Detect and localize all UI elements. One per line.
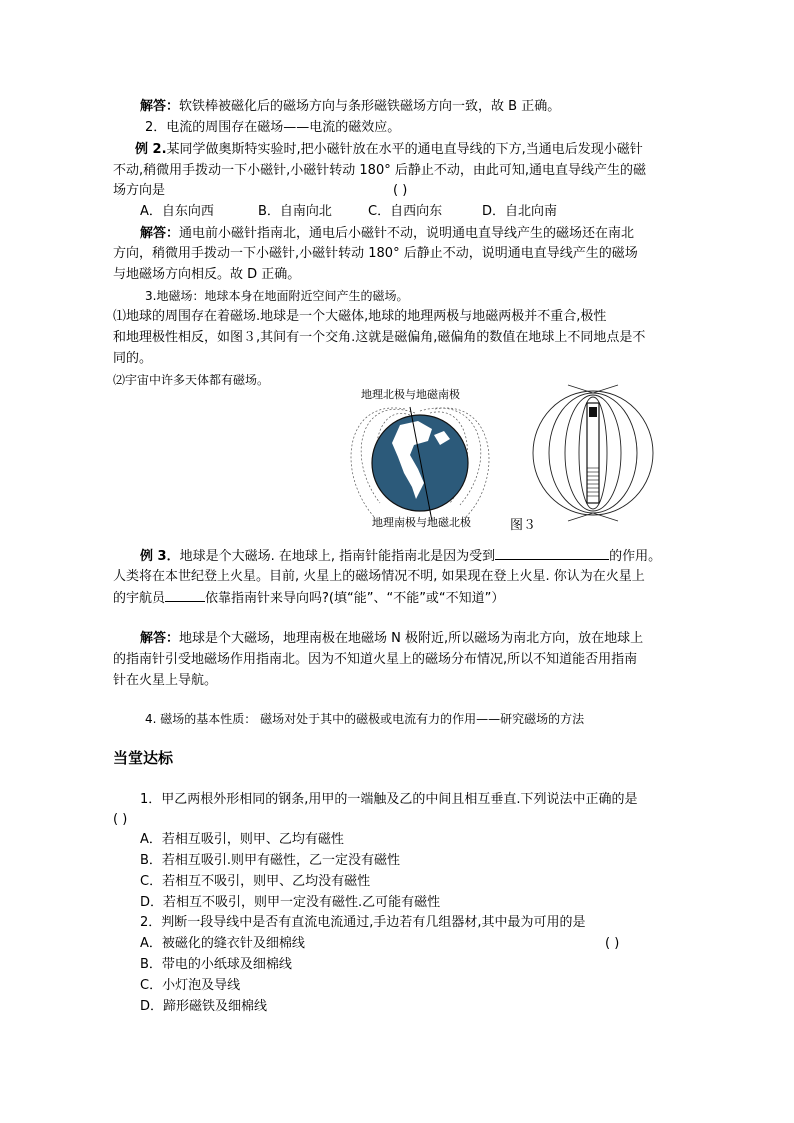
option-a: A．自东向西 — [140, 204, 214, 219]
fill-blank[interactable] — [165, 588, 205, 602]
option-text: A．被磁化的缝衣针及细棉线 — [140, 936, 305, 951]
figure-bottom-label: 地理南极与地磁北极 — [372, 516, 471, 529]
question-option: C．小灯泡及导线 — [140, 978, 241, 993]
answer-text: 软铁棒被磁化后的磁场方向与条形磁铁磁场方向一致，故 B 正确。 — [179, 99, 561, 114]
figure-number: 图３ — [510, 518, 537, 533]
bar-magnet-figure — [528, 383, 658, 523]
answer-line — [140, 97, 560, 117]
question-paren: ( ) — [113, 812, 128, 827]
example-3-line1 — [140, 546, 661, 567]
paragraph-line: 同的。 — [113, 351, 153, 366]
answer-paren: ( ) — [393, 183, 408, 198]
answer-line: 与地磁场方向相反。故 D 正确。 — [113, 267, 301, 282]
section-3-heading: 3.地磁场：地球本身在地面附近空间产生的磁场。 — [145, 289, 409, 303]
paragraph-line: 和地理极性相反，如图３,其间有一个交角.这就是磁偏角,磁偏角的数值在地球上不同地点是不 — [113, 330, 646, 345]
example-text: 的宇航员 — [113, 591, 166, 606]
option-c: C．自西向东 — [368, 204, 443, 219]
question-1: 1．甲乙两根外形相同的钢条,用甲的一端触及乙的中间且相互垂直.下列说法中正确的是 — [140, 792, 638, 807]
example-text: 某同学做奥斯特实验时,把小磁针放在水平的通电直导线的下方,当通电后发现小磁针 — [166, 142, 643, 157]
answer-label: 解答： — [140, 226, 180, 241]
example-text: 的作用。 — [609, 549, 662, 564]
example-text: 依靠指南针来导向吗?(填“能”、“不能”或“不知道”） — [205, 591, 505, 606]
answer-text: 通电前小磁针指南北，通电后小磁针不动，说明通电直导线产生的磁场还在南北 — [179, 226, 635, 241]
question-option: D．蹄形磁铁及细棉线 — [140, 999, 268, 1014]
question-2: 2．判断一段导线中是否有直流电流通过,手边若有几组器材,其中最为可用的是 — [140, 915, 586, 930]
options-line — [140, 202, 558, 222]
example-text: 场方向是 — [113, 183, 166, 198]
example-label: 例 2. — [135, 142, 167, 157]
example-2-line2: 不动,稍微用手拨动一下小磁针,小磁针转动 180° 后静止不动，由此可知,通电直导线产生的磁 — [113, 163, 646, 178]
answer-line: 针在火星上导航。 — [113, 673, 218, 688]
question-option — [140, 934, 620, 954]
question-paren: ( ) — [605, 936, 620, 951]
question-option: B．若相互吸引.则甲有磁性，乙一定没有磁性 — [140, 853, 401, 868]
example-2-line1 — [135, 140, 643, 160]
question-option: C．若相互不吸引，则甲、乙均没有磁性 — [140, 874, 371, 889]
paragraph-line: ⑵宇宙中许多天体都有磁场。 — [113, 373, 270, 387]
earth-magnetic-figure — [340, 383, 500, 528]
question-option: D．若相互不吸引，则甲一定没有磁性.乙可能有磁性 — [140, 895, 441, 910]
answer-label: 解答： — [140, 99, 180, 114]
section-4-heading: 4. 磁场的基本性质： 磁场对处于其中的磁极或电流有力的作用——研究磁场的方法 — [145, 712, 585, 726]
question-option: B．带电的小纸球及细棉线 — [140, 957, 292, 972]
answer-text: 地球是个大磁场，地理南极在地磁场 N 极附近,所以磁场为南北方向，放在地球上 — [179, 631, 644, 646]
answer-line — [140, 224, 634, 244]
option-d: D．自北向南 — [482, 204, 558, 219]
example-text: 地球是个大磁场. 在地球上, 指南针能指南北是因为受到 — [179, 549, 496, 564]
example-3-line3 — [113, 588, 504, 609]
example-2-line3 — [113, 181, 408, 201]
answer-line: 方向，稍微用手拨动一下小磁针,小磁针转动 180° 后静止不动，说明通电直导线产生的磁场 — [113, 246, 638, 261]
section-2-heading: 2．电流的周围存在磁场——电流的磁效应。 — [145, 120, 401, 135]
example-3-line2: 人类将在本世纪登上火星。目前, 火星上的磁场情况不明, 如果现在登上火星. 你认为在火星上 — [113, 569, 645, 584]
answer-line: 的指南针引受地磁场作用指南北。因为不知道火星上的磁场分布情况,所以不知道能否用指南 — [113, 652, 638, 667]
paragraph-line: ⑴地球的周围存在着磁场.地球是一个大磁体,地球的地理两极与地磁两极并不重合,极性 — [113, 309, 607, 324]
fill-blank[interactable] — [495, 546, 609, 560]
option-b: B．自南向北 — [258, 204, 332, 219]
example-label: 例 3． — [140, 549, 180, 564]
figure-top-label: 地理北极与地磁南极 — [361, 388, 460, 401]
section-title: 当堂达标 — [113, 749, 174, 767]
answer-line — [140, 629, 643, 649]
answer-label: 解答： — [140, 631, 180, 646]
question-option: A．若相互吸引，则甲、乙均有磁性 — [140, 832, 344, 847]
